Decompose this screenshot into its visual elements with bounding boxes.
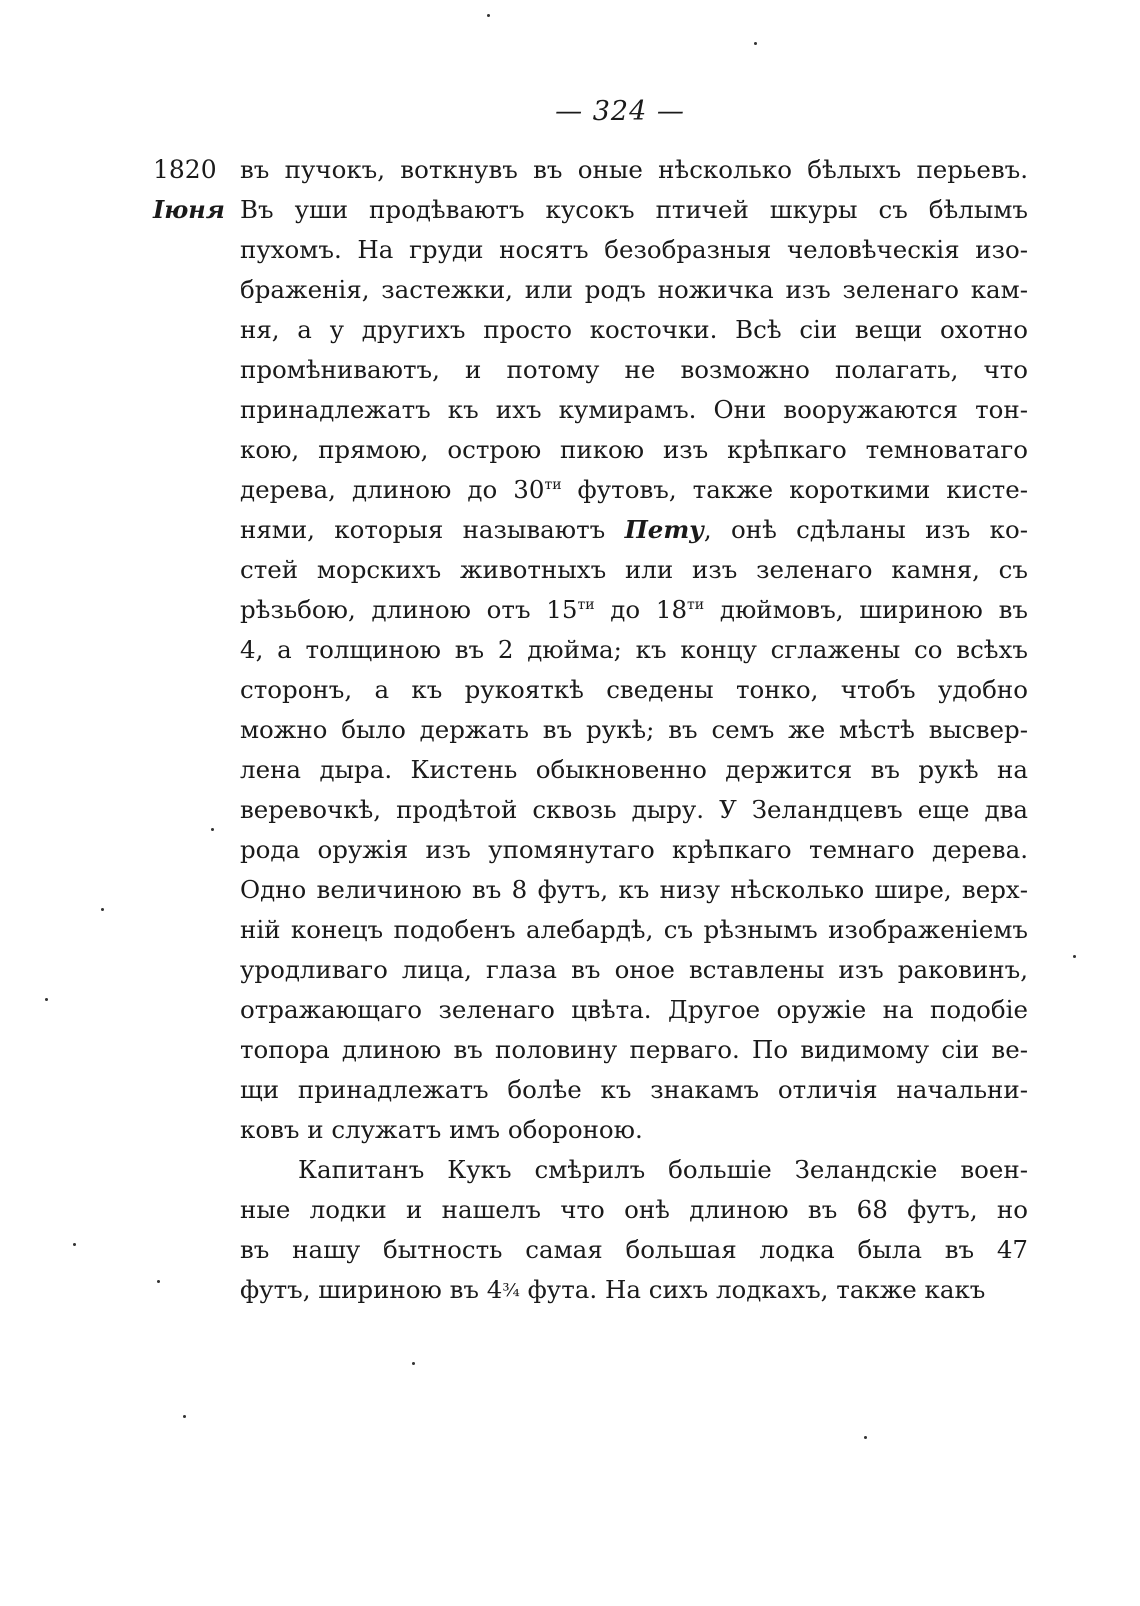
text-line: топора длиною въ половину перваго. По видимому сіи ве-: [240, 1035, 1028, 1064]
text-run: дерева, длиною до 30: [240, 475, 545, 504]
margin-note: [153, 150, 233, 230]
text-line: ня, а у другихъ просто косточки. Всѣ сіи вещи охотно: [240, 315, 1028, 344]
text-line: ній конецъ подобенъ алебардѣ, съ рѣзнымъ изображеніемъ: [240, 915, 1028, 944]
text-line: пухомъ. На груди носятъ безобразныя человѣческія изо-: [240, 235, 1028, 264]
text-line: уродливаго лица, глаза въ оное вставлены изъ раковинъ,: [240, 955, 1028, 984]
scan-speck: [157, 1280, 160, 1283]
text-line: принадлежатъ къ ихъ кумирамъ. Они вооружаются тон-: [240, 395, 1028, 424]
text-run: дюймовъ, шириною въ: [704, 595, 1028, 624]
text-line: Въ уши продѣваютъ кусокъ птичей шкуры съ бѣлымъ: [240, 195, 1028, 224]
text-line: ковъ и служатъ имъ обороною.: [240, 1115, 643, 1144]
text-line: Одно величиною въ 8 футъ, къ низу нѣсколько шире, верх-: [240, 875, 1028, 904]
text-line: кою, прямою, острою пикою изъ крѣпкаго темноватаго: [240, 435, 1028, 464]
text-run: до 18: [594, 595, 688, 624]
emphasis: Пету: [624, 515, 704, 544]
text-run: , онѣ сдѣланы изъ ко-: [703, 515, 1028, 544]
body-text: [240, 150, 1028, 1310]
scan-speck: [864, 1436, 867, 1439]
superscript: ти: [544, 477, 562, 493]
fraction: ¾: [502, 1280, 520, 1301]
page-number: — 324 —: [555, 96, 685, 127]
scan-speck: [101, 908, 104, 911]
text-line: ные лодки и нашелъ что онѣ длиною въ 68 футъ, но: [240, 1195, 1028, 1224]
text-line: веревочкѣ, продѣтой сквозь дыру. У Зеландцевъ еще два: [240, 795, 1028, 824]
text-line: отражающаго зеленаго цвѣта. Другое оружіе на подобіе: [240, 995, 1028, 1024]
text-line: 4, а толщиною въ 2 дюйма; къ концу сглажены со всѣхъ: [240, 635, 1028, 664]
text-run: футъ, шириною въ 4: [240, 1275, 503, 1304]
text-line: Капитанъ Кукъ смѣрилъ большіе Зеландскіе воен-: [298, 1155, 1028, 1184]
scan-speck: [487, 14, 490, 17]
text-line: [240, 1270, 1028, 1310]
scan-speck: [1073, 955, 1076, 958]
paragraph-2: [240, 1150, 1028, 1310]
superscript: ти: [687, 597, 705, 613]
text-run: нями, которыя называютъ: [240, 515, 625, 544]
scan-speck: [754, 42, 757, 45]
scan-speck: [183, 1415, 186, 1418]
text-line: [240, 590, 1028, 630]
text-run: рѣзьбою, длиною отъ 15: [240, 595, 578, 624]
text-line: можно было держать въ рукѣ; въ семъ же мѣстѣ высвер-: [240, 715, 1028, 744]
text-line: щи принадлежатъ болѣе къ знакамъ отличія начальни-: [240, 1075, 1028, 1104]
text-line: въ пучокъ, воткнувъ въ оные нѣсколько бѣлыхъ перьевъ.: [240, 155, 1028, 184]
text-line: въ нашу бытность самая большая лодка была въ 47: [240, 1235, 1028, 1264]
margin-month: Іюня: [153, 195, 225, 224]
text-line: промѣниваютъ, и потому не возможно полагать, что: [240, 355, 1028, 384]
text-line: стей морскихъ животныхъ или изъ зеленаго камня, съ: [240, 555, 1028, 584]
text-line: [240, 470, 1028, 510]
scan-speck: [412, 1362, 415, 1365]
text-line: браженія, застежки, или родъ ножичка изъ зеленаго кам-: [240, 275, 1028, 304]
text-line: рода оружія изъ упомянутаго крѣпкаго темнаго дерева.: [240, 835, 1028, 864]
paragraph-1: [240, 150, 1028, 1150]
scan-speck: [73, 1243, 76, 1246]
text-line: лена дыра. Кистень обыкновенно держится въ рукѣ на: [240, 755, 1028, 784]
margin-year: 1820: [153, 155, 217, 184]
scan-speck: [211, 828, 214, 831]
text-run: фута. На сихъ лодкахъ, также какъ: [519, 1275, 986, 1304]
text-line: [240, 510, 1028, 550]
scan-speck: [45, 998, 48, 1001]
text-line: сторонъ, а къ рукояткѣ сведены тонко, чтобъ удобно: [240, 675, 1028, 704]
text-run: футовъ, также короткими кисте-: [561, 475, 1029, 504]
superscript: ти: [577, 597, 595, 613]
